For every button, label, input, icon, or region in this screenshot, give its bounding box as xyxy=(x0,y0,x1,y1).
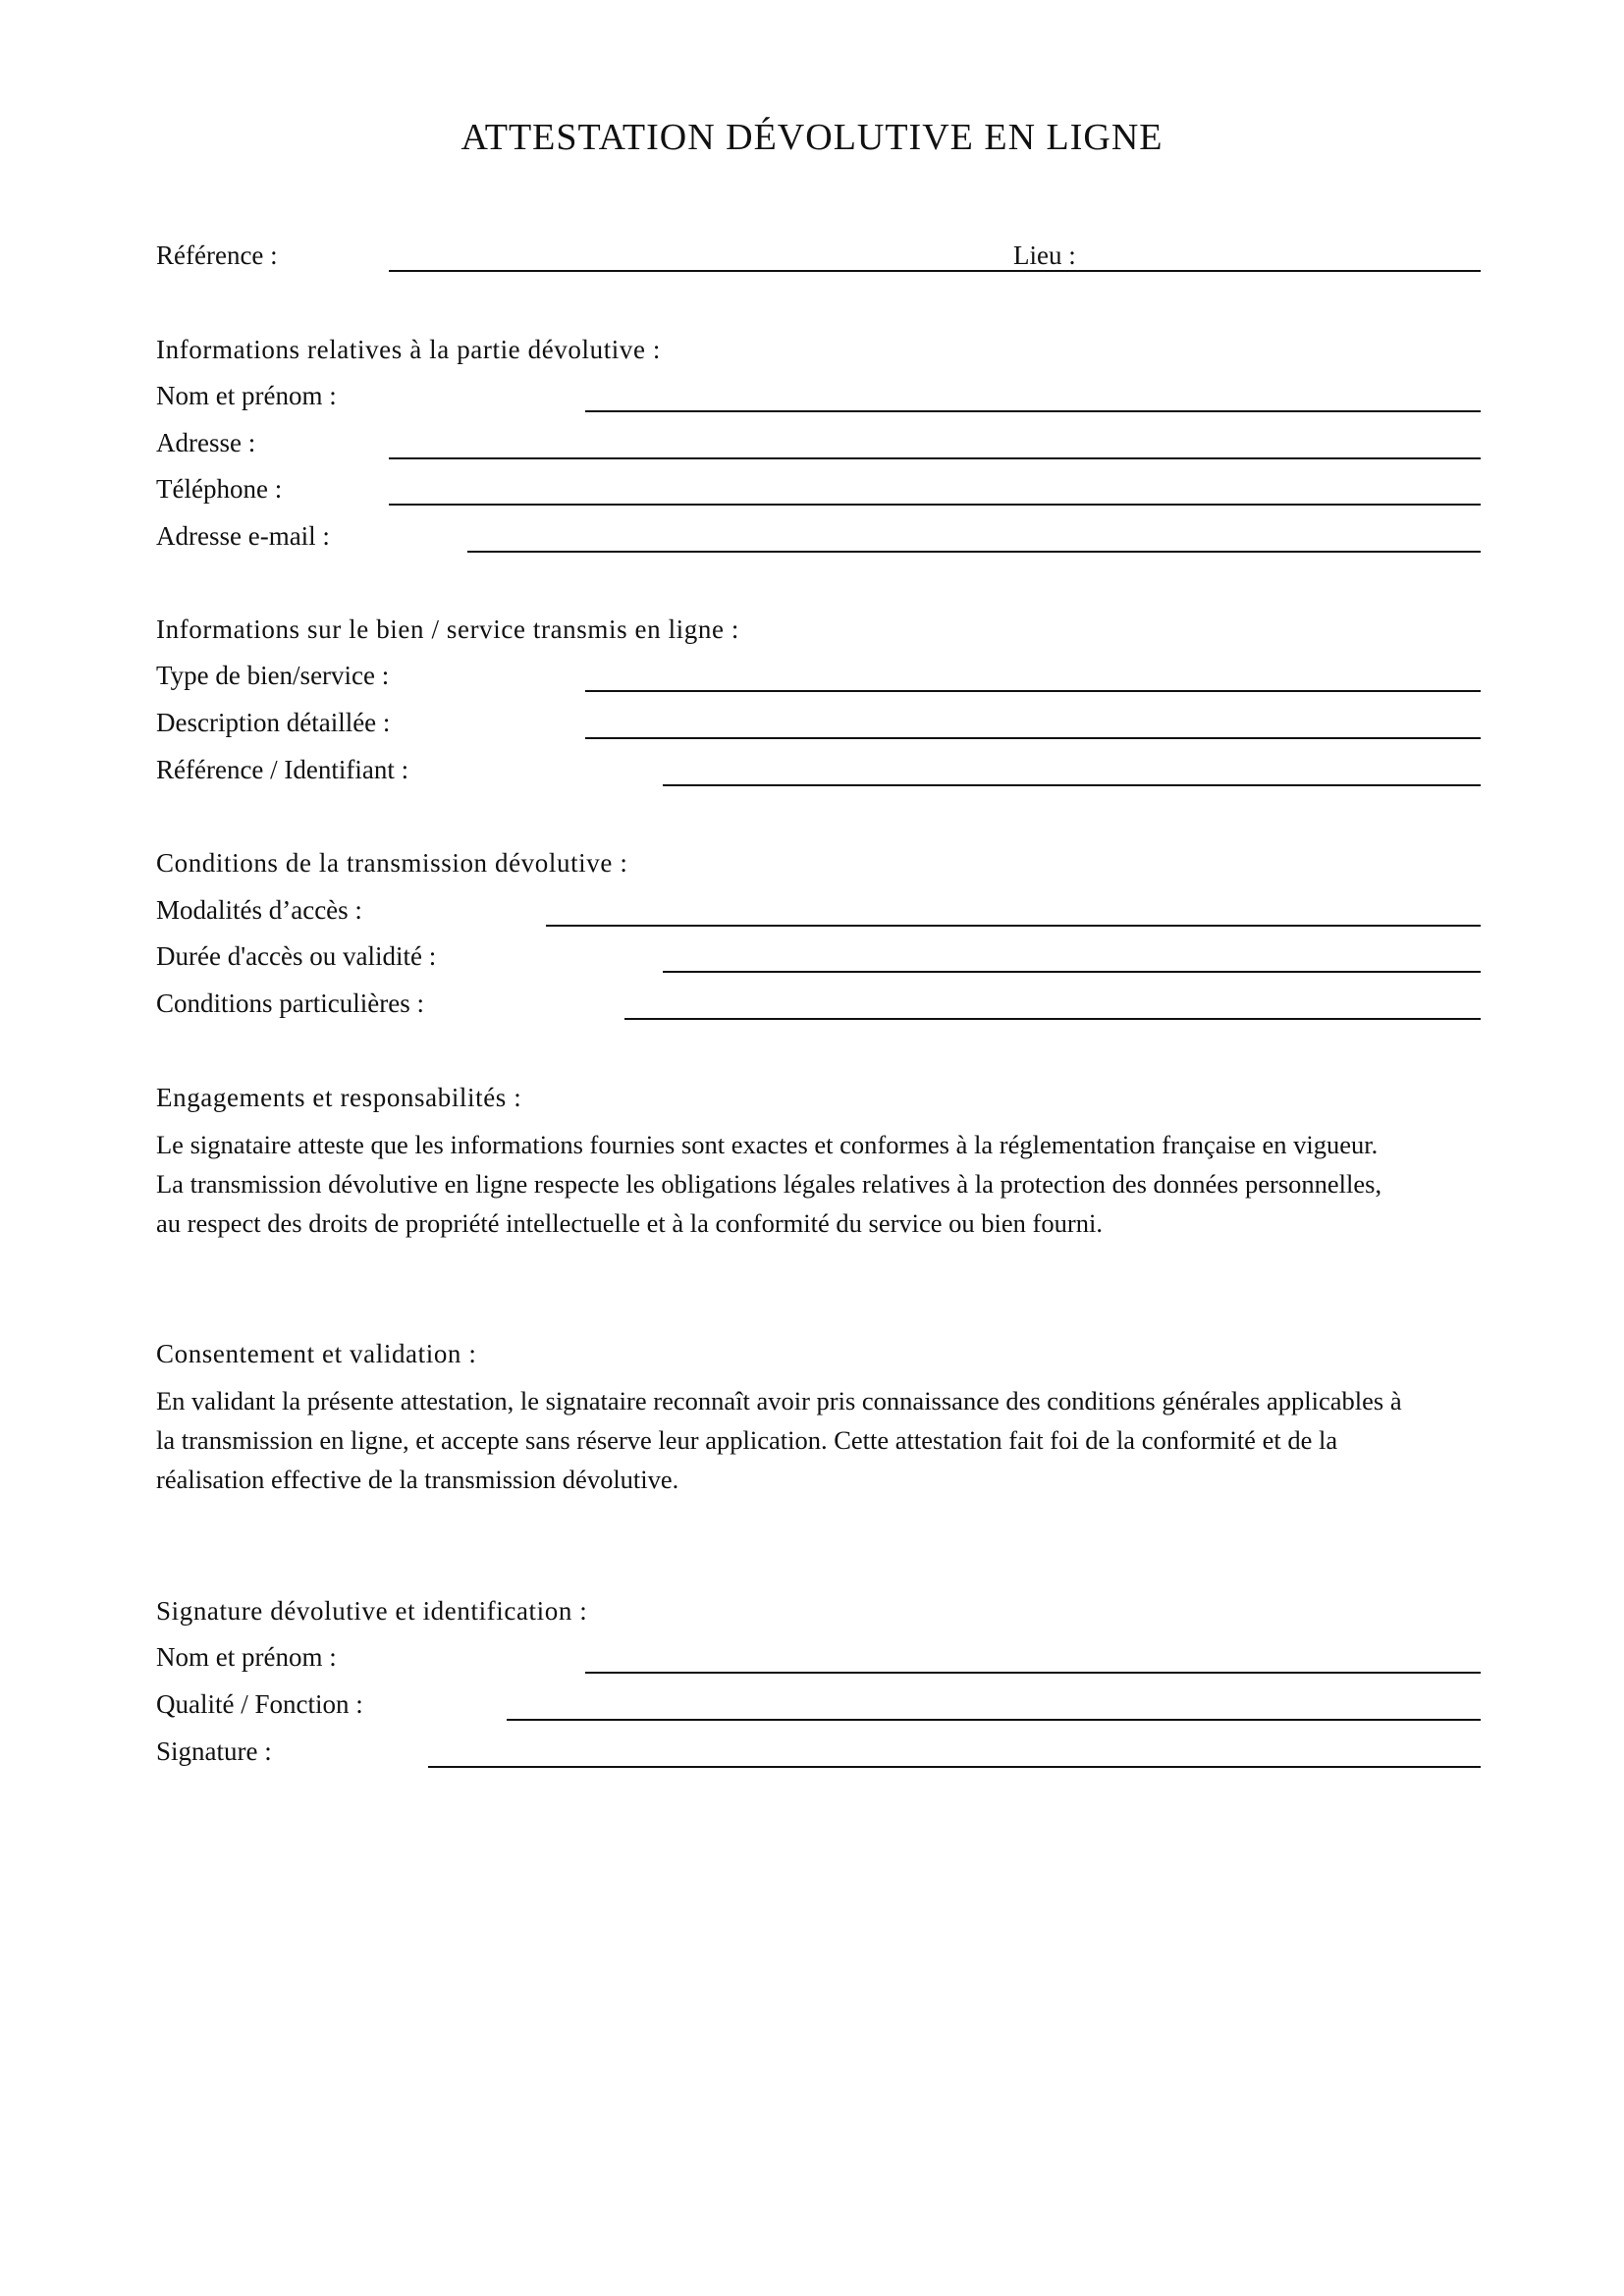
lieu-label: Lieu : xyxy=(1013,240,1076,270)
signature-qualite-label: Qualité / Fonction : xyxy=(156,1689,363,1719)
conditions-modalites-label: Modalités d’accès : xyxy=(156,895,362,925)
signature-nom-label: Nom et prénom : xyxy=(156,1642,337,1672)
signature-signature-field[interactable] xyxy=(428,1766,1481,1768)
conditions-particulieres-field[interactable] xyxy=(624,1018,1481,1020)
engagements-heading: Engagements et responsabilités : xyxy=(156,1083,522,1112)
partie-telephone-label: Téléphone : xyxy=(156,474,283,504)
signature-qualite-field[interactable] xyxy=(507,1719,1481,1721)
engagements-paragraph xyxy=(156,1125,1491,1243)
consentement-line: réalisation effective de la transmission dévolutive. xyxy=(156,1465,679,1494)
partie-email-field[interactable] xyxy=(467,551,1481,553)
bien-type-field[interactable] xyxy=(585,690,1481,692)
consentement-line: En validant la présente attestation, le signataire reconnaît avoir pris connaissance des conditions générales applicables à xyxy=(156,1386,1402,1415)
conditions-heading: Conditions de la transmission dévolutive : xyxy=(156,848,628,878)
conditions-modalites-field[interactable] xyxy=(546,925,1481,927)
partie-adresse-field[interactable] xyxy=(389,457,1481,459)
consentement-paragraph xyxy=(156,1381,1491,1499)
engagements-line: La transmission dévolutive en ligne respecte les obligations légales relatives à la protection des données personnelles, xyxy=(156,1169,1382,1199)
conditions-particulieres-label: Conditions particulières : xyxy=(156,988,424,1018)
conditions-duree-label: Durée d'accès ou validité : xyxy=(156,941,437,971)
partie-telephone-field[interactable] xyxy=(389,504,1481,506)
partie-nom-label: Nom et prénom : xyxy=(156,381,337,410)
bien-reference-label: Référence / Identifiant : xyxy=(156,755,409,784)
conditions-duree-field[interactable] xyxy=(663,971,1481,973)
bien-description-field[interactable] xyxy=(585,737,1481,739)
partie-adresse-label: Adresse : xyxy=(156,428,256,457)
signature-nom-field[interactable] xyxy=(585,1672,1481,1674)
bien-reference-field[interactable] xyxy=(663,784,1481,786)
engagements-line: au respect des droits de propriété intellectuelle et à la conformité du service ou bien fourni. xyxy=(156,1208,1103,1238)
bien-heading: Informations sur le bien / service transmis en ligne : xyxy=(156,614,740,644)
bien-description-label: Description détaillée : xyxy=(156,708,391,737)
document-title: ATTESTATION DÉVOLUTIVE EN LIGNE xyxy=(460,117,1164,158)
consentement-heading: Consentement et validation : xyxy=(156,1339,477,1368)
reference-label: Référence : xyxy=(156,240,278,270)
signature-signature-label: Signature : xyxy=(156,1736,272,1766)
partie-nom-field[interactable] xyxy=(585,410,1481,412)
partie-email-label: Adresse e-mail : xyxy=(156,521,330,551)
signature-heading: Signature dévolutive et identification : xyxy=(156,1596,588,1626)
bien-type-label: Type de bien/service : xyxy=(156,661,390,690)
engagements-line: Le signataire atteste que les informations fournies sont exactes et conformes à la réglementation française en vigueur. xyxy=(156,1130,1379,1159)
reference-field[interactable] xyxy=(389,270,1481,272)
partie-heading: Informations relatives à la partie dévolutive : xyxy=(156,335,662,364)
consentement-line: la transmission en ligne, et accepte sans réserve leur application. Cette attestation fait foi de la conformité et de la xyxy=(156,1425,1338,1455)
